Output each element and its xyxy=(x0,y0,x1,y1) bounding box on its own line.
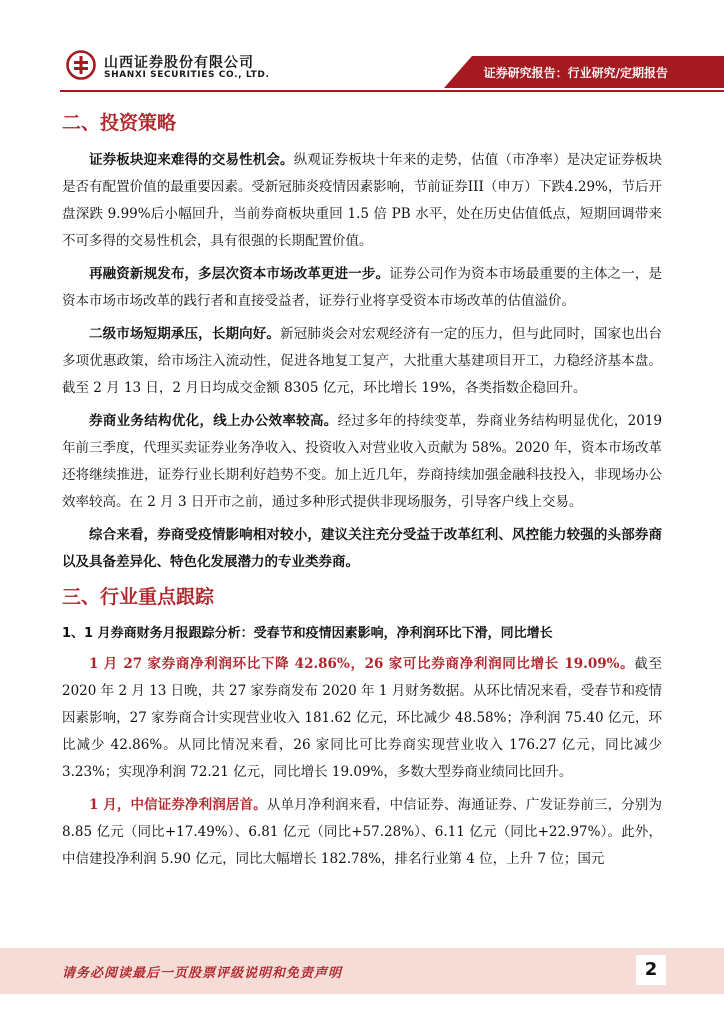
highlight-text: 1 月 27 家券商净利润环比下降 42.86%，26 家可比券商净利润同比增长 19.09%。 xyxy=(89,656,635,672)
company-name-en: SHANXI SECURITIES CO., LTD. xyxy=(104,70,270,80)
company-logo-icon xyxy=(66,50,96,80)
paragraph xyxy=(62,792,662,873)
paragraph-text: 截至 2020 年 2 月 13 日晚，共 27 家券商发布 2020 年 1 月财务数据。从环比情况来看，受春节和疫情因素影响，27 家券商合计实现营业收入 181.62 亿元，环比减少 48.58%；净利润 75.40 亿元，环比减少 42.86%。从同比情况来看，26 家同比可比券商实现营业收入 176.27 亿元，同比减少 3.23%；实现净利润 72.21 亿元，同比增长 19.09%，多数大型券商业绩同比回升。 xyxy=(62,656,662,780)
section-title-investment-strategy: 二、投资策略 xyxy=(62,112,177,134)
highlight-text: 1 月，中信证券净利润居首。 xyxy=(89,797,267,813)
paragraph-text: 经过多年的持续变革，券商业务结构明显优化，2019 年前三季度，代理买卖证券业务净收入、投资收入对营业收入贡献为 58%。2020 年，资本市场改革还将继续推进，证券行业长期利好趋势不变。加上近几年，券商持续加强金融科技投入，非现场办公效率较高。在 2 月 3 日开市之前，通过多种形式提供非现场服务，引导客户线上交易。 xyxy=(62,413,663,510)
company-name-cn: 山西证券股份有限公司 xyxy=(104,55,254,71)
summary-paragraph: 综合来看，券商受疫情影响相对较小，建议关注充分受益于改革红利、风控能力较强的头部券商以及具备差异化、特色化发展潜力的专业类券商。 xyxy=(62,527,662,570)
paragraph-lead: 证券板块迎来难得的交易性机会。 xyxy=(89,152,294,168)
paragraph-lead: 券商业务结构优化，线上办公效率较高。 xyxy=(89,413,338,429)
paragraph xyxy=(62,408,662,516)
section-title-industry-tracking: 三、行业重点跟踪 xyxy=(62,586,215,608)
paragraph xyxy=(62,321,662,402)
paragraph-lead: 再融资新规发布，多层次资本市场改革更进一步。 xyxy=(89,266,390,282)
paragraph-lead: 二级市场短期承压，长期向好。 xyxy=(89,326,281,342)
page-header xyxy=(0,0,724,92)
page-footer xyxy=(0,948,724,996)
header-divider xyxy=(60,90,724,92)
report-type-label: 证券研究报告：行业研究/定期报告 xyxy=(483,66,668,80)
disclaimer-text: 请务必阅读最后一页股票评级说明和免责声明 xyxy=(62,966,343,981)
paragraph-text: 从单月净利润来看，中信证券、海通证券、广发证券前三，分别为 8.85 亿元（同比+17.49%）、6.81 亿元（同比+57.28%）、6.11 亿元（同比+22.97%）。此外，中信建投净利润 5.90 亿元，同比大幅增长 182.78%，排名行业第 4 位，上升 7 位；国元 xyxy=(62,797,663,867)
paragraph xyxy=(62,261,662,315)
paragraph xyxy=(62,651,662,786)
page-number-box xyxy=(636,955,666,985)
paragraph xyxy=(62,147,662,255)
paragraph-text: 证券公司作为资本市场最重要的主体之一，是资本市场市场改革的践行者和直接受益者，证券行业将享受资本市场改革的估值溢价。 xyxy=(62,266,662,309)
sub-heading: 1、1 月券商财务月报跟踪分析：受春节和疫情因素影响，净利润环比下滑，同比增长 xyxy=(62,626,553,641)
paragraph-text: 新冠肺炎会对宏观经济有一定的压力，但与此同时，国家也出台多项优惠政策，给市场注入流动性，促进各地复工复产，大批重大基建项目开工，力稳经济基本盘。截至 2 月 13 日，2 月日均成交金额 8305 亿元，环比增长 19%，各类指数企稳回升。 xyxy=(62,326,663,396)
page-number: 2 xyxy=(644,959,658,980)
paragraph-text: 纵观证券板块十年来的走势，估值（市净率）是决定证券板块是否有配置价值的最重要因素。受新冠肺炎疫情因素影响，节前证券III（申万）下跌4.29%，节后开盘深跌 9.99%后小幅回升，当前券商板块重回 1.5 倍 PB 水平，处在历史估值低点，短期回调带来不可多得的交易性机会，具有很强的长期配置价值。 xyxy=(62,152,663,249)
document-body xyxy=(62,102,662,875)
